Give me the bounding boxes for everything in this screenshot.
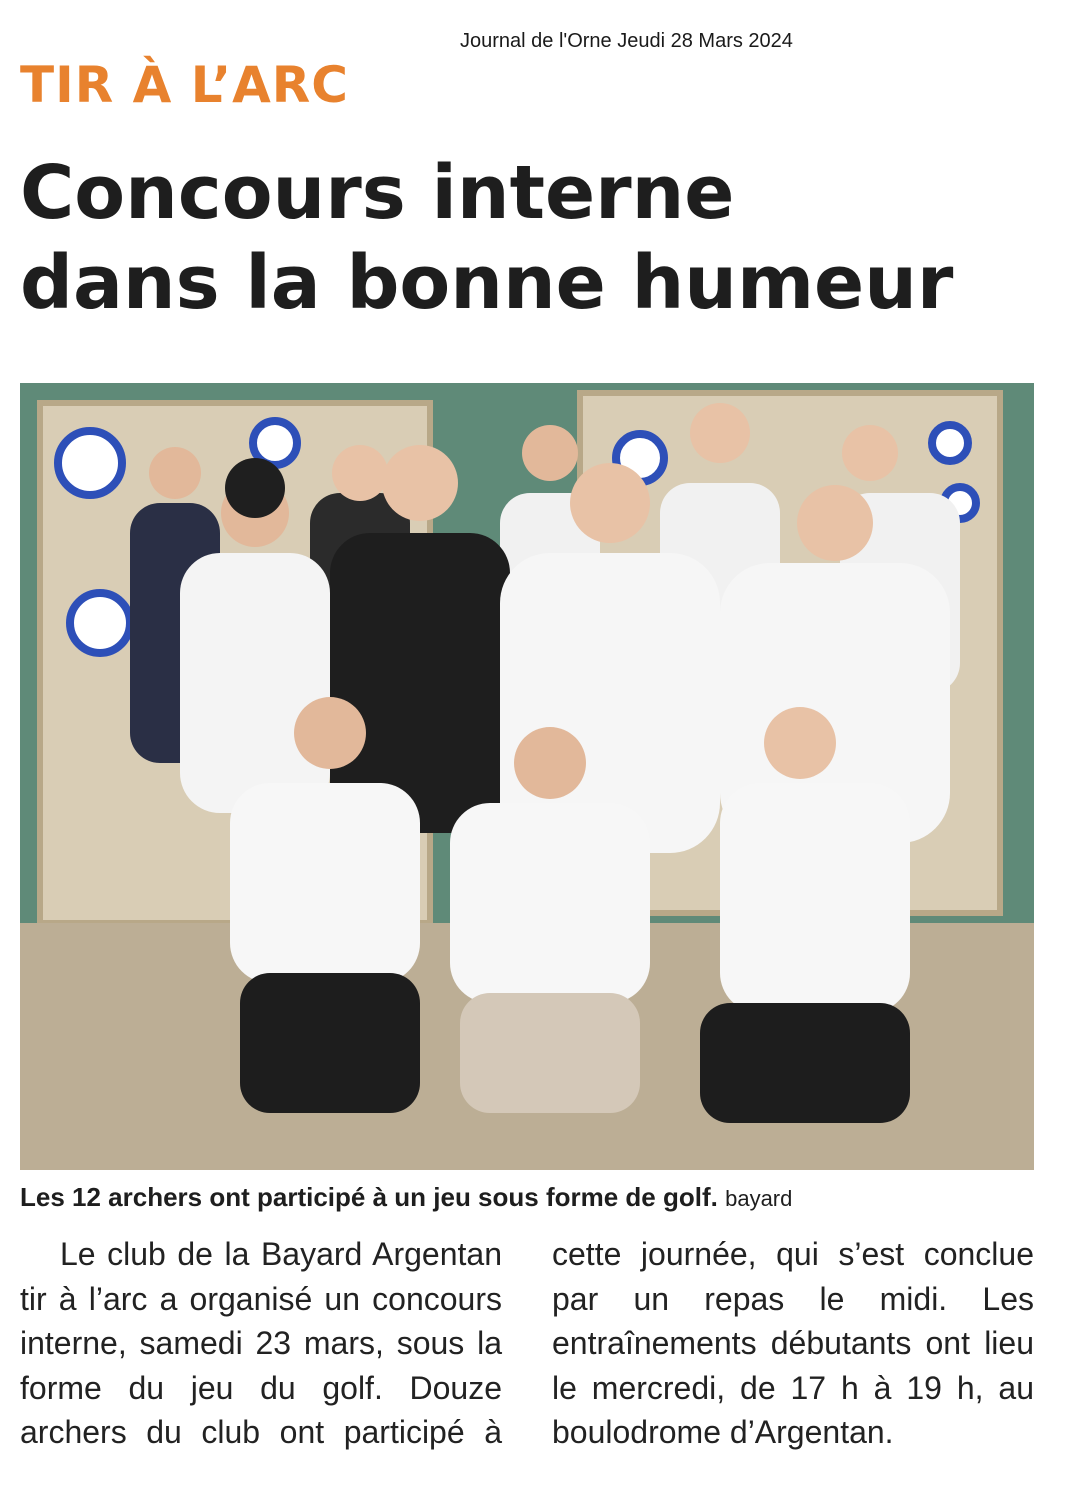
article-body: [20, 1232, 1034, 1455]
article-paragraph: Le club de la Bayard Argentan tir à l’arc a organisé un concours interne, samedi 23 mars, sous la forme du jeu du golf. Douze archers du club ont participé à cette journée, qui s’est conclue par un repas le midi. Les entraînements débutants ont lieu le mercredi, de 17 h à 19 h, au boulodrome d’Argentan.: [20, 1236, 1034, 1451]
headline: [20, 148, 1060, 328]
photo-credit: bayard: [725, 1186, 793, 1211]
headline-line-1: Concours interne: [20, 150, 735, 236]
photo-caption: [20, 1182, 1060, 1213]
group-photo-illustration: [20, 383, 1034, 1170]
headline-line-2: dans la bonne humeur: [20, 240, 954, 326]
caption-text: Les 12 archers ont participé à un jeu sous forme de golf.: [20, 1182, 718, 1212]
section-kicker: TIR À L’ARC: [20, 56, 349, 114]
source-line: Journal de l'Orne Jeudi 28 Mars 2024: [460, 30, 793, 52]
group-photo: [20, 383, 1034, 1170]
